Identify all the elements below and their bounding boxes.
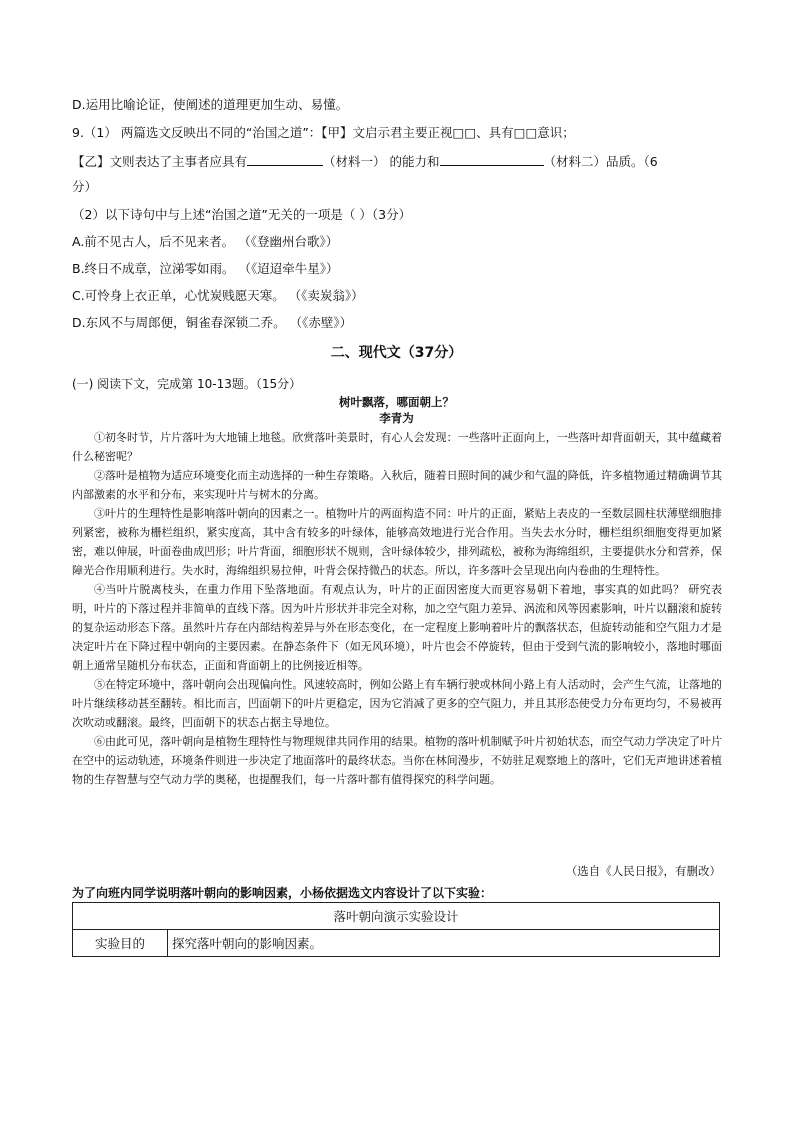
article-source: （选自《人民日报》，有删改） (565, 864, 721, 878)
reading-intro: (一) 阅读下文，完成第 10-13题。（15分） (72, 377, 302, 391)
option-a: A.前不见古人，后不见来者。 （《登幽州台歌》） (72, 234, 339, 249)
experiment-table (72, 902, 720, 957)
option-b: B.终日不成章，泣涕零如雨。 （《迢迢牵牛星》） (72, 261, 339, 276)
option-d-previous: D.运用比喻论证，使阐述的道理更加生动、易懂。 (72, 97, 349, 112)
section-title: 二、现代文（37分） (330, 345, 463, 361)
purpose-label: 实验目的 (73, 930, 168, 957)
article-paragraph-4: ④当叶片脱离枝头，在重力作用下坠落地面。有观点认为，叶片的正面因密度大而更容易朝下着地，事实真的如此吗？ 研究表明，叶片的下落过程并非简单的直线下落。因为叶片形状并非完全对称，加之空气阻力差异、涡流和风等因素影响，叶片以翻滚和旋转的复杂运动形态下落。虽然叶片存在内部结构差异与外在形态变化，在一定程度上影响着叶片的飘落状态，但旋转动能和空气阻力才是决定叶片在下降过程中朝向的主要因素。在静态条件下（如无风环境），叶片也会不停旋转，但由于受到气流的影响较小，落地时哪面朝上通常呈随机分布状态，正面和背面朝上的比例接近相等。 (72, 583, 722, 672)
experiment-table-title: 落叶朝向演示实验设计 (73, 903, 720, 930)
article-title: 树叶飘落，哪面朝上？ (339, 395, 454, 409)
option-c: C.可怜身上衣正单，心忧炭贱愿天寒。 （《卖炭翁》） (72, 288, 364, 303)
question-9-1-line2 (72, 151, 658, 172)
question-9-1-line1: 9.（1） 两篇选文反映出不同的“治国之道”：【甲】文启示君主要正视□□、具有□□意识； (72, 125, 575, 140)
question-9-1-text-c: （材料二）品质。（6 (543, 154, 658, 169)
article-paragraph-1: ①初冬时节，片片落叶为大地铺上地毯。欣赏落叶美景时，有心人会发现：一些落叶正面向上，一些落叶却背面朝天，其中蕴藏着什么秘密呢？ (72, 431, 722, 463)
question-9-2: （2）以下诗句中与上述“治国之道”无关的一项是（ ）（3分） (72, 207, 412, 222)
article-paragraph-3: ③叶片的生理特性是影响落叶朝向的因素之一。植物叶片的两面构造不同：叶片的正面，紧贴上表皮的一至数层圆柱状薄壁细胞排列紧密，被称为栅栏组织，紧实度高，其中含有较多的叶绿体，能够高效地进行光合作用。当失去水分时，栅栏组织细胞变得更加紧密，难以伸展，叶面卷曲成凹形；叶片背面，细胞形状不规则，含叶绿体较少，排列疏松，被称为海绵组织，主要提供水分和营养，保障光合作用顺利进行。失水时，海绵组织易拉伸，叶背会保持微凸的状态。所以，许多落叶会呈现出向内卷曲的生理特性。 (72, 507, 722, 577)
article-paragraph-5: ⑤在特定环境中，落叶朝向会出现偏向性。风速较高时，例如公路上有车辆行驶或林间小路上有人活动时，会产生气流，让落地的叶片继续移动甚至翻转。相比而言，凹面朝下的叶片更稳定，因为它消减了更多的空气阻力，并且其形态使受力分布更均匀，不易被再次吹动或翻滚。最终，凹面朝下的状态占据主导地位。 (72, 678, 722, 729)
answer-blank-2[interactable] (440, 151, 544, 166)
question-9-1-text-a: 【乙】文则表达了主事者应具有 (72, 154, 248, 169)
article-author: 李青为 (379, 411, 414, 425)
article-body (72, 428, 722, 789)
experiment-intro: 为了向班内同学说明落叶朝向的影响因素，小杨依据选文内容设计了以下实验： (72, 886, 493, 900)
table-row (73, 903, 720, 930)
question-9-1-line3: 分） (72, 179, 98, 194)
answer-blank-1[interactable] (247, 151, 323, 166)
article-paragraph-6: ⑥由此可见，落叶朝向是植物生理特性与物理规律共同作用的结果。植物的落叶机制赋予叶片初始状态，而空气动力学决定了叶片在空中的运动轨迹，环境条件则进一步决定了地面落叶的最终状态。当你在林间漫步，不妨驻足观察地上的落叶，它们无声地讲述着植物的生存智慧与空气动力学的奥秘，也提醒我们，每一片落叶都有值得探究的科学问题。 (72, 735, 722, 786)
purpose-value: 探究落叶朝向的影响因素。 (168, 930, 720, 957)
question-9-1-text-b: （材料一） 的能力和 (323, 154, 440, 169)
article-paragraph-2: ②落叶是植物为适应环境变化而主动选择的一种生存策略。入秋后，随着日照时间的减少和气温的降低，许多植物通过精确调节其内部激素的水平和分布，来实现叶片与树木的分离。 (72, 469, 722, 501)
option-d: D.东风不与周郎便，铜雀春深锁二乔。 （《赤壁》） (72, 315, 353, 330)
table-row (73, 930, 720, 957)
